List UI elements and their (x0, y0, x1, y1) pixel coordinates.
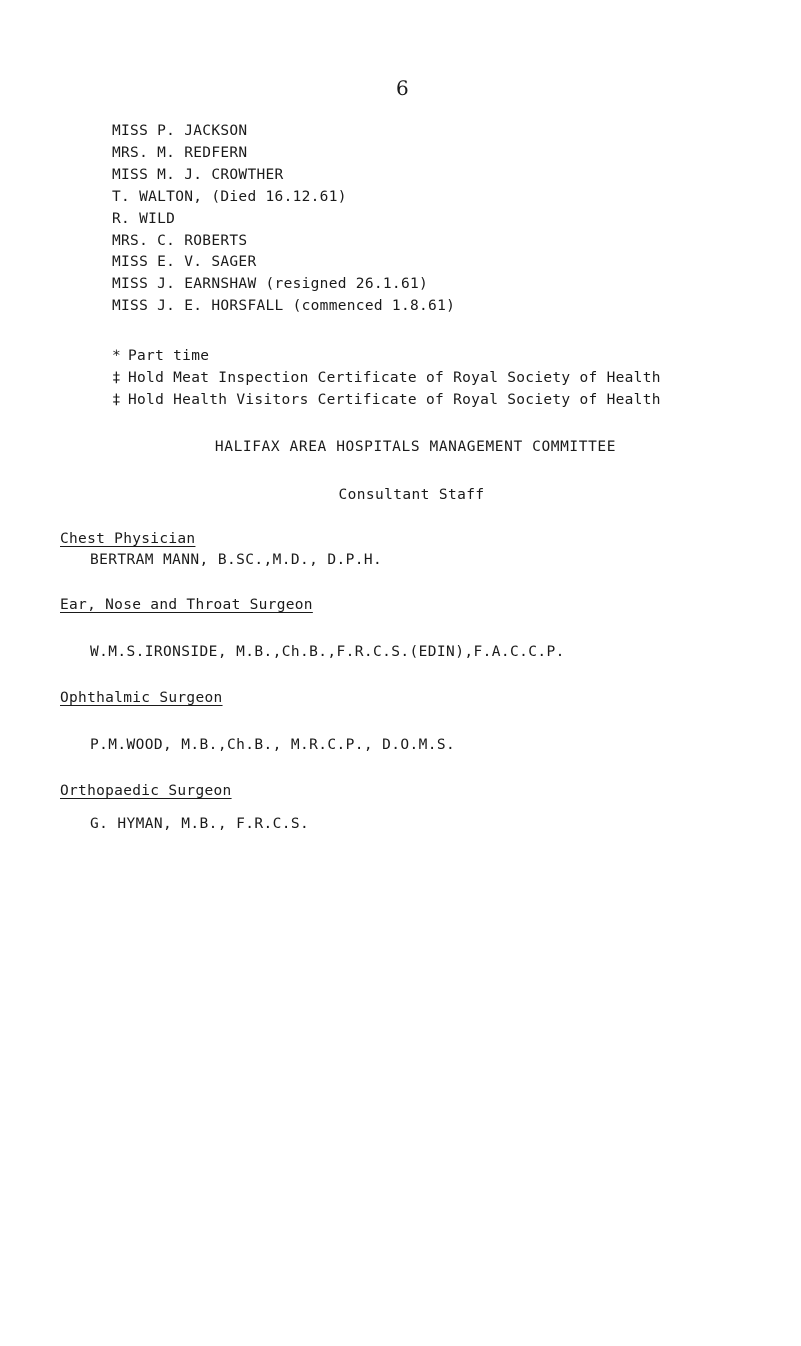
ophthalmic-surgeon-name: P.M.WOOD, M.B.,Ch.B., M.R.C.P., D.O.M.S. (90, 737, 456, 753)
footnotes (112, 345, 661, 411)
staff-entry: R. WILD (112, 210, 176, 227)
section-title-orthopaedic-surgeon: Orthopaedic Surgeon (60, 783, 232, 799)
ent-surgeon-name: W.M.S.IRONSIDE, M.B.,Ch.B.,F.R.C.S.(EDIN),F.A.C.C.P. (90, 644, 565, 660)
staff-entry: MISS P. JACKSON (112, 123, 248, 139)
staff-entry: MRS. M. REDFERN (112, 144, 248, 161)
consultant-staff-heading: Consultant Staff (338, 487, 485, 503)
section-title-ent-surgeon: Ear, Nose and Throat Surgeon (60, 597, 313, 613)
section-title-ophthalmic-surgeon: Ophthalmic Surgeon (60, 690, 223, 706)
footnote (112, 345, 661, 367)
chest-physician-name: BERTRAM MANN, B.SC.,M.D., D.P.H. (90, 552, 383, 568)
footnote-text: Part time (128, 348, 210, 364)
orthopaedic-surgeon-name: G. HYMAN, M.B., F.R.C.S. (90, 816, 310, 832)
footnote-marker: * (112, 348, 122, 364)
staff-entry: MISS J. EARNSHAW (resigned 26.1.61) (112, 276, 429, 293)
committee-heading: HALIFAX AREA HOSPITALS MANAGEMENT COMMITTEE (214, 439, 617, 455)
footnote-marker: ‡ (112, 370, 122, 386)
staff-entry: MISS M. J. CROWTHER (112, 166, 284, 183)
staff-list (112, 121, 455, 318)
footnote (112, 367, 661, 389)
staff-entry: T. WALTON, (Died 16.12.61) (112, 188, 347, 205)
footnote-text: Hold Meat Inspection Certificate of Royal Society of Health (128, 370, 661, 386)
footnote-text: Hold Health Visitors Certificate of Royal Society of Health (128, 392, 661, 408)
page-number: 6 (396, 76, 409, 100)
footnote-marker: ‡ (112, 392, 122, 408)
section-title-chest-physician: Chest Physician (60, 531, 196, 547)
staff-entry: MISS E. V. SAGER (112, 254, 257, 271)
staff-entry: MISS J. E. HORSFALL (commenced 1.8.61) (112, 298, 456, 315)
staff-entry: MRS. C. ROBERTS (112, 232, 248, 249)
footnote (112, 389, 661, 411)
